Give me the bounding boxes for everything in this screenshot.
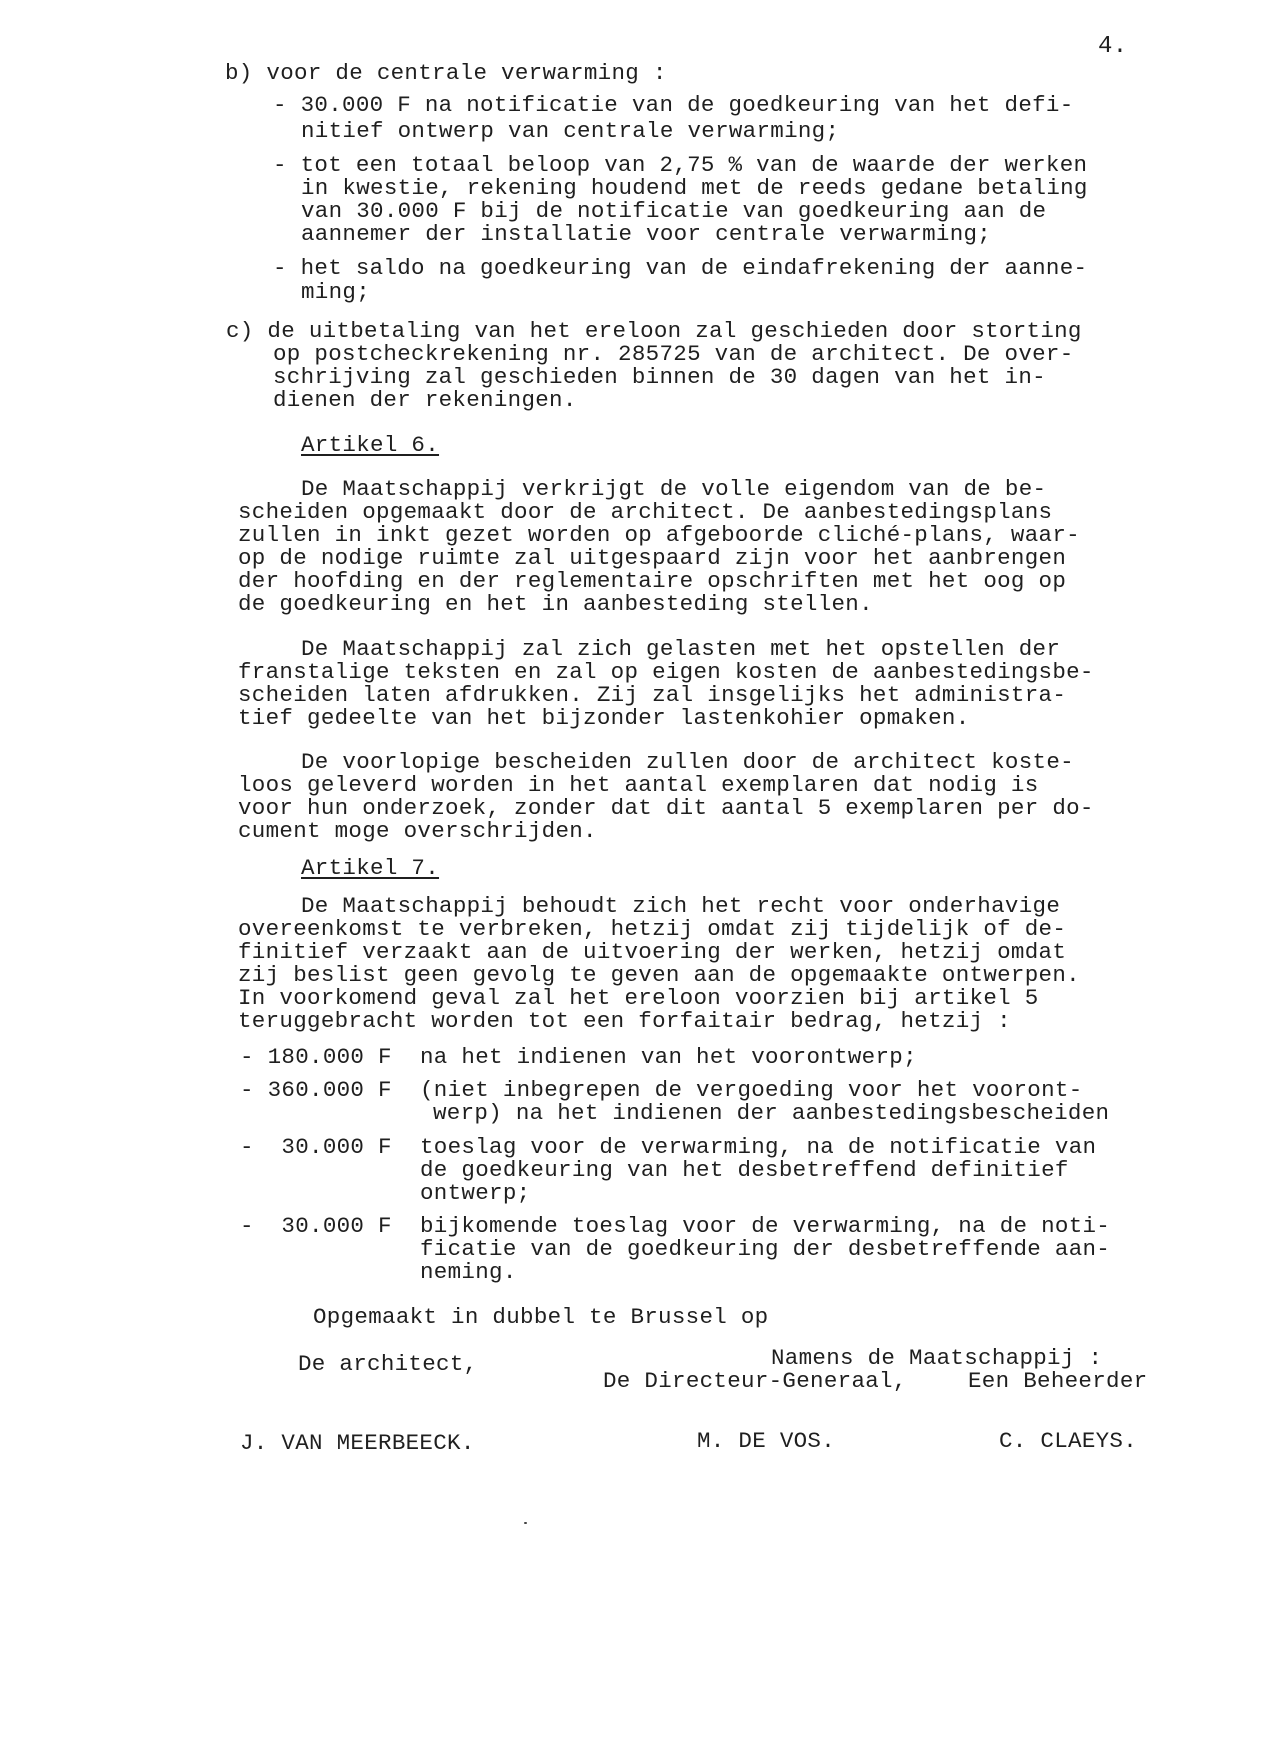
artikel-6-p1-line-5: der hoofding en der reglementaire opschriften met het oog op <box>238 568 1067 594</box>
artikel-6-p1-line-2: scheiden opgemaakt door de architect. De aanbestedingsplans <box>238 499 1053 525</box>
artikel-7-item-2-amount: - 360.000 F <box>240 1077 392 1103</box>
artikel-7-line-6: teruggebracht worden tot een forfaitair bedrag, hetzij : <box>238 1008 1011 1034</box>
artikel-6-p2-line-2: franstalige teksten en zal op eigen kosten de aanbestedingsbe- <box>238 659 1094 685</box>
section-b-header: b) voor de centrale verwarming : <box>225 60 667 86</box>
section-c-line-3: schrijving zal geschieden binnen de 30 dagen van het in- <box>273 364 1046 390</box>
section-b-item-3-line-1: - het saldo na goedkeuring van de eindafrekening der aanne- <box>273 255 1088 281</box>
section-b-item-2-line-2: in kwestie, rekening houdend met de reeds gedane betaling <box>301 175 1088 201</box>
artikel-6-heading: Artikel 6. <box>301 432 440 458</box>
section-b-item-1-line-2: nitief ontwerp van centrale verwarming; <box>301 118 840 144</box>
section-b-item-2-line-1: - tot een totaal beloop van 2,75 % van de waarde der werken <box>273 152 1088 178</box>
section-b-item-1-line-1: - 30.000 F na notificatie van de goedkeuring van het defi- <box>273 92 1074 118</box>
artikel-6-p2-line-1: De Maatschappij zal zich gelasten met het opstellen der <box>301 636 1061 662</box>
manager-name: C. CLAEYS. <box>999 1428 1138 1454</box>
artikel-7-item-1-line-1: na het indienen van het voorontwerp; <box>420 1044 917 1070</box>
section-c-line-1: c) de uitbetaling van het ereloon zal geschieden door storting <box>226 318 1082 344</box>
artikel-6-p2-line-4: tief gedeelte van het bijzonder lastenkohier opmaken. <box>238 705 970 731</box>
manager-label: Een Beheerder <box>968 1368 1148 1394</box>
artikel-7-item-4-line-3: neming. <box>420 1259 517 1285</box>
artikel-6-p1-line-4: op de nodige ruimte zal uitgespaard zijn voor het aanbrengen <box>238 545 1067 571</box>
artikel-6-p3-line-2: loos geleverd worden in het aantal exemplaren dat nodig is <box>238 772 1039 798</box>
section-b-item-2-line-4: aannemer der installatie voor centrale verwarming; <box>301 221 992 247</box>
artikel-7-item-1-amount: - 180.000 F <box>240 1044 392 1070</box>
section-b-item-2-line-3: van 30.000 F bij de notificatie van goedkeuring aan de <box>301 198 1047 224</box>
artikel-7-line-5: In voorkomend geval zal het ereloon voorzien bij artikel 5 <box>238 985 1039 1011</box>
artikel-7-line-3: finitief verzaakt aan de uitvoering der werken, hetzij omdat <box>238 939 1067 965</box>
architect-label: De architect, <box>298 1351 478 1377</box>
artikel-7-line-4: zij beslist geen gevolg te geven aan de opgemaakte ontwerpen. <box>238 962 1080 988</box>
section-c-line-2: op postcheckrekening nr. 285725 van de architect. De over- <box>273 341 1074 367</box>
director-name: M. DE VOS. <box>697 1428 836 1454</box>
company-label: Namens de Maatschappij : <box>771 1345 1103 1371</box>
artikel-7-heading: Artikel 7. <box>301 855 440 881</box>
artikel-7-item-4-line-1: bijkomende toeslag voor de verwarming, na de noti- <box>420 1213 1111 1239</box>
artikel-6-p1-line-1: De Maatschappij verkrijgt de volle eigendom van de be- <box>301 476 1047 502</box>
director-label: De Directeur-Generaal, <box>603 1368 907 1394</box>
artikel-7-line-1: De Maatschappij behoudt zich het recht voor onderhavige <box>301 893 1061 919</box>
artikel-6-p1-line-6: de goedkeuring en het in aanbesteding stellen. <box>238 591 873 617</box>
artikel-6-p3-line-3: voor hun onderzoek, zonder dat dit aantal 5 exemplaren per do- <box>238 795 1094 821</box>
artikel-7-item-3-line-1: toeslag voor de verwarming, na de notificatie van <box>420 1134 1097 1160</box>
section-c-line-4: dienen der rekeningen. <box>273 387 577 413</box>
artikel-6-p3-line-4: cument moge overschrijden. <box>238 818 597 844</box>
artikel-7-line-2: overeenkomst te verbreken, hetzij omdat zij tijdelijk of de- <box>238 916 1067 942</box>
artikel-7-item-3-line-3: ontwerp; <box>420 1180 531 1206</box>
artikel-7-item-3-line-2: de goedkeuring van het desbetreffend definitief <box>420 1157 1069 1183</box>
artikel-7-item-4-line-2: ficatie van de goedkeuring der desbetreffende aan- <box>420 1236 1111 1262</box>
artikel-7-item-3-amount: - 30.000 F <box>240 1134 392 1160</box>
artikel-7-item-2-line-1: (niet inbegrepen de vergoeding voor het vooront- <box>420 1077 1083 1103</box>
architect-name: J. VAN MEERBEECK. <box>240 1430 475 1456</box>
closing-line: Opgemaakt in dubbel te Brussel op <box>313 1304 769 1330</box>
page-number: 4. <box>1098 33 1128 60</box>
artikel-6-p2-line-3: scheiden laten afdrukken. Zij zal insgelijks het administra- <box>238 682 1067 708</box>
ink-speck <box>524 1522 527 1524</box>
artikel-6-p1-line-3: zullen in inkt gezet worden op afgeboorde cliché-plans, waar- <box>238 522 1080 548</box>
artikel-7-item-2-line-2: werp) na het indienen der aanbestedingsbescheiden <box>433 1100 1110 1126</box>
section-b-item-3-line-2: ming; <box>301 279 371 305</box>
artikel-7-item-4-amount: - 30.000 F <box>240 1213 392 1239</box>
artikel-6-p3-line-1: De voorlopige bescheiden zullen door de architect koste- <box>301 749 1074 775</box>
